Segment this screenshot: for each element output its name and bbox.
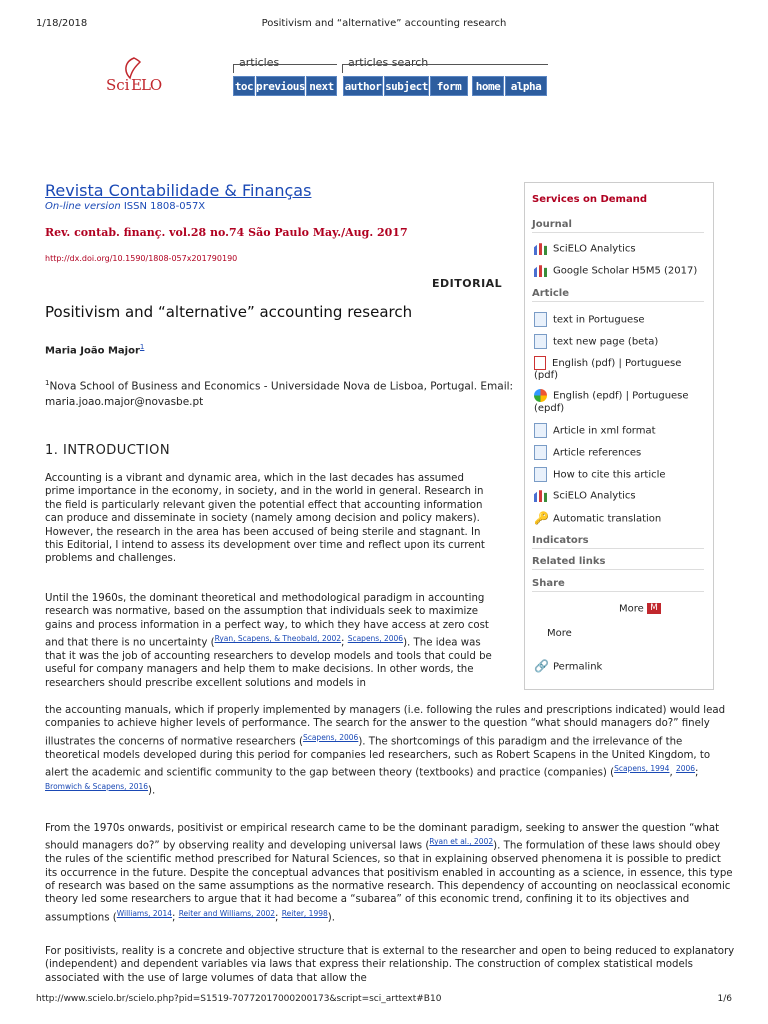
ref-scapens-1994[interactable]: Scapens, 1994: [614, 764, 670, 774]
ref-ryan-2002[interactable]: Ryan, Scapens, & Theobald, 2002: [214, 634, 342, 644]
sidebar-item-label: text in Portuguese: [553, 314, 645, 326]
online-version: [45, 201, 205, 212]
ref-2006[interactable]: 2006: [675, 764, 696, 774]
share-more-button-2[interactable]: More: [547, 628, 572, 639]
nav-search-label: articles search: [348, 56, 429, 69]
print-date: 1/18/2018: [36, 18, 88, 29]
ref-reiter-williams-2002[interactable]: Reiter and Williams, 2002: [178, 908, 276, 918]
services-sidebar: [524, 182, 714, 690]
p2-text-c: the accounting manuals, which if properly implemented by managers (i.e. following the rules and prescriptions indicated) would lead companies to achieve higher levels of performance. The search for the answer to the question “what should managers do?” finely illustrates the concerns of normative researchers (: [45, 705, 726, 748]
affiliation: [45, 376, 515, 410]
sidebar-item-google-scholar[interactable]: [534, 264, 706, 278]
nav-previous-button[interactable]: previous: [256, 76, 305, 96]
paragraph-1: Accounting is a vibrant and dynamic area, which in the last decades has assumed prime importance in the economy, in society, and in the world in general. Research in the field is particularly relevant given the potential effect that accounting information can produce and disseminate in society (namely among decision and policy makers). However, the research in the area has been accused of being sterile and stagnant. In this Editorial, I intend to assess its development over time and reflect upon its current problems and challenges.: [45, 473, 485, 565]
share-more-label: More: [619, 603, 644, 615]
sidebar-item-label: SciELO Analytics: [553, 243, 636, 255]
sidebar-item-label: Article references: [553, 447, 642, 459]
online-version-label: On-line version: [45, 201, 121, 212]
analytics-icon: [534, 242, 547, 255]
nav-search-bracket: [342, 64, 548, 73]
print-title: Positivism and “alternative” accounting research: [261, 18, 507, 29]
sidebar-item-scielo-analytics-article[interactable]: [534, 489, 706, 503]
ref-bromwich-2016[interactable]: Bromwich & Scapens, 2016: [45, 781, 149, 791]
ref-williams-2014[interactable]: Williams, 2014: [116, 908, 173, 918]
analytics-icon: [534, 264, 547, 277]
nav-alpha-button[interactable]: alpha: [505, 76, 547, 96]
ref-scapens-2006[interactable]: Scapens, 2006: [347, 634, 404, 644]
nav-articles-bracket: [233, 64, 337, 73]
p2-text-e: ).: [148, 785, 156, 797]
sidebar-item-label: Google Scholar H5M5 (2017): [553, 265, 698, 277]
sidebar-item-label: Article in xml format: [553, 425, 656, 437]
pdf-icon: [534, 356, 546, 370]
sidebar-item-scielo-analytics-journal[interactable]: [534, 242, 706, 256]
issn: ISSN 1808-057X: [123, 201, 206, 212]
sidebar-item-label: How to cite this article: [553, 469, 666, 481]
article-title: Positivism and “alternative” accounting research: [45, 303, 413, 321]
sidebar-item-text-new-page[interactable]: [534, 334, 706, 349]
p2-text-d: ). The shortcomings of this paradigm and the irrelevance of the theoretical models developed during this period for companies led researchers, such as Robert Scapens in the United Kingdom, to alert the academic and scientific community to the gap between theory (textbooks) and practice (companies) (: [45, 736, 711, 779]
document-icon: [534, 312, 547, 327]
sidebar-item-epdf[interactable]: [534, 389, 706, 415]
sidebar-share-label: Share: [532, 578, 704, 592]
logo-elo: ELO: [131, 76, 162, 94]
nav-articles-label: articles: [239, 56, 280, 69]
document-icon: [534, 334, 547, 349]
cite-icon: [534, 467, 547, 482]
section-heading: 1. INTRODUCTION: [45, 443, 171, 458]
author-name: Maria João Major: [45, 345, 140, 357]
nav-subject-button[interactable]: subject: [384, 76, 429, 96]
sidebar-item-label: SciELO Analytics: [553, 490, 636, 502]
scielo-logo[interactable]: [106, 56, 166, 100]
sidebar-indicators-label[interactable]: Indicators: [532, 535, 704, 549]
p2-text-b: ). The idea was that it was the job of accounting researchers to develop models and tools that could be useful for company managers and help them to make decisions. In other words, the researchers should prescribe excellent solutions and models in: [45, 637, 492, 689]
ref-ryan-et-al[interactable]: Ryan et al., 2002: [429, 837, 494, 847]
journal-title-link[interactable]: Revista Contabilidade & Finanças: [45, 181, 312, 200]
p3-text-b: ). The formulation of these laws should obey the rules of the scientific method prescribed for Natural Sciences, so that in explaining observed phenomena it is possible to predict its occurrence in the future. Despite the conceptual advances that positivism enabled in accounting as a science, in essence, this type of research was based on the same assumptions as the normative research. This dependency of accounting on neoclassical economic theory led some researchers to argue that it had become a “subarea” of this economic trend, confining it to its objectives and assumptions (: [45, 840, 733, 924]
nav-form-button[interactable]: form: [430, 76, 468, 96]
sidebar-item-label: Permalink: [553, 661, 603, 673]
sidebar-item-label: text new page (beta): [553, 336, 659, 348]
citation: Rev. contab. finanç. vol.28 no.74 São Paulo May./Aug. 2017: [45, 226, 408, 239]
paragraph-2a: Until the 1960s, the dominant theoretical and methodological paradigm in accounting research was normative, based on the assumption that individuals seek to maximize gains and process information in a perfect way, to which they have access at zero cost and that there is no uncertainty ($^{Ryan, Scapens, \& Theobald, 2002}$; $^{Scapens, 2006}$). The idea was that it was the job of accounting researchers to develop models and tools that could be useful for company managers and help them to make decisions. In other words, the researchers should prescribe excellent solutions and models in: [45, 593, 492, 689]
nav-home-button[interactable]: home: [472, 76, 504, 96]
sidebar-article-label: Article: [532, 288, 704, 302]
nav-author-button[interactable]: author: [343, 76, 383, 96]
paragraph-2b: the accounting manuals, which if properly implemented by managers (i.e. following the rules and prescriptions indicated) would lead companies to achieve higher levels of performance. The search for the answer to the question “what should managers do?” finely illustrates the concerns of normative researchers ($^{Scapens, 2006}$). The shortcomings of this paradigm and the irrelevance of the theoretical models developed during this period for companies led researchers, such as Robert Scapens in the United Kingdom, to alert the academic and scientific community to the gap between theory (textbooks) and practice (companies) ($^{Scapens, 1994}$, $^{2006}$; $^{Bromwich \& Scapens, 2016}$).: [45, 705, 726, 797]
ref-reiter-1998[interactable]: Reiter, 1998: [281, 908, 328, 918]
sidebar-item-references[interactable]: [534, 445, 706, 460]
ref-scapens-2006b[interactable]: Scapens, 2006: [302, 732, 359, 742]
analytics-icon: [534, 489, 547, 502]
author: [45, 343, 144, 356]
paragraph-3: From the 1970s onwards, positivist or empirical research came to be the dominant paradigm, seeking to answer the question “what should managers do?” by observing reality and developing universal laws ($^{Ryan et al., 2002}$). The formulation of these laws should obey the rules of the scientific method prescribed for Natural Sciences, so that in explaining observed phenomena it is possible to predict its occurrence in the future. Despite the conceptual advances that positivism enabled in accounting as a science, in essence, this type of research was based on the same assumptions as the normative research. This dependency of accounting on neoclassical economic theory led some researchers to argue that it had become a “subarea” of this economic trend, confining it to its objectives and assumptions ($^{Williams, 2014}$; $^{Reiter and Williams, 2002}$; $^{Reiter, 1998}$).: [45, 823, 733, 924]
affiliation-sup: 1: [45, 379, 50, 387]
epdf-icon: [534, 389, 547, 402]
sidebar-item-label: English (epdf) | Portuguese (epdf): [534, 390, 689, 414]
sidebar-item-text-portuguese[interactable]: [534, 312, 706, 327]
author-footnote-link[interactable]: 1: [139, 343, 145, 351]
sidebar-item-translation[interactable]: [534, 512, 706, 526]
nav-next-button[interactable]: next: [306, 76, 337, 96]
key-icon: 🔑: [534, 511, 549, 525]
sidebar-related-links-label[interactable]: Related links: [532, 556, 704, 570]
section-label: EDITORIAL: [432, 277, 503, 290]
sidebar-journal-label: Journal: [532, 219, 704, 233]
p3-text-a: From the 1970s onwards, positivist or empirical research came to be the dominant paradigm, seeking to answer the question “what should managers do?” by observing reality and developing universal laws (: [45, 823, 720, 852]
sidebar-title: Services on Demand: [532, 194, 648, 205]
sidebar-item-label: Automatic translation: [553, 513, 662, 525]
sidebar-item-pdf[interactable]: [534, 356, 706, 382]
addthis-icon: M: [647, 603, 661, 614]
p3-text-c: ).: [327, 912, 335, 924]
xml-icon: [534, 423, 547, 438]
p2-text-a: Until the 1960s, the dominant theoretical and methodological paradigm in accounting research was normative, based on the assumption that individuals seek to maximize gains and process information in a perfect way, to which they have access at zero cost and that there is no uncertainty (: [45, 593, 489, 649]
link-icon: 🔗: [534, 659, 549, 673]
logo-sci: Sci: [106, 76, 130, 94]
affiliation-text: Nova School of Business and Economics - Universidade Nova de Lisboa, Portugal. Email: maria.joao.major@novasbe.pt: [45, 380, 514, 408]
share-more-button-1[interactable]: [619, 603, 709, 616]
print-page: 1/6: [717, 994, 732, 1004]
doi-link[interactable]: http://dx.doi.org/10.1590/1808-057x201790190: [45, 254, 238, 263]
nav-toc-button[interactable]: toc: [233, 76, 255, 96]
print-url: http://www.scielo.br/scielo.php?pid=S1519-70772017000200173&script=sci_arttext#B10: [36, 994, 442, 1004]
sidebar-item-label: English (pdf) | Portuguese (pdf): [534, 358, 682, 381]
sidebar-item-how-to-cite[interactable]: [534, 467, 706, 482]
paragraph-4: For positivists, reality is a concrete and objective structure that is external to the researcher and open to being reduced to explanatory (independent) and dependent variables via laws that express their relationship. The construction of complex statistical models associated with the use of large volumes of data that allow the: [45, 946, 735, 984]
sidebar-item-permalink[interactable]: [534, 660, 706, 674]
references-icon: [534, 445, 547, 460]
sidebar-item-xml[interactable]: [534, 423, 706, 438]
